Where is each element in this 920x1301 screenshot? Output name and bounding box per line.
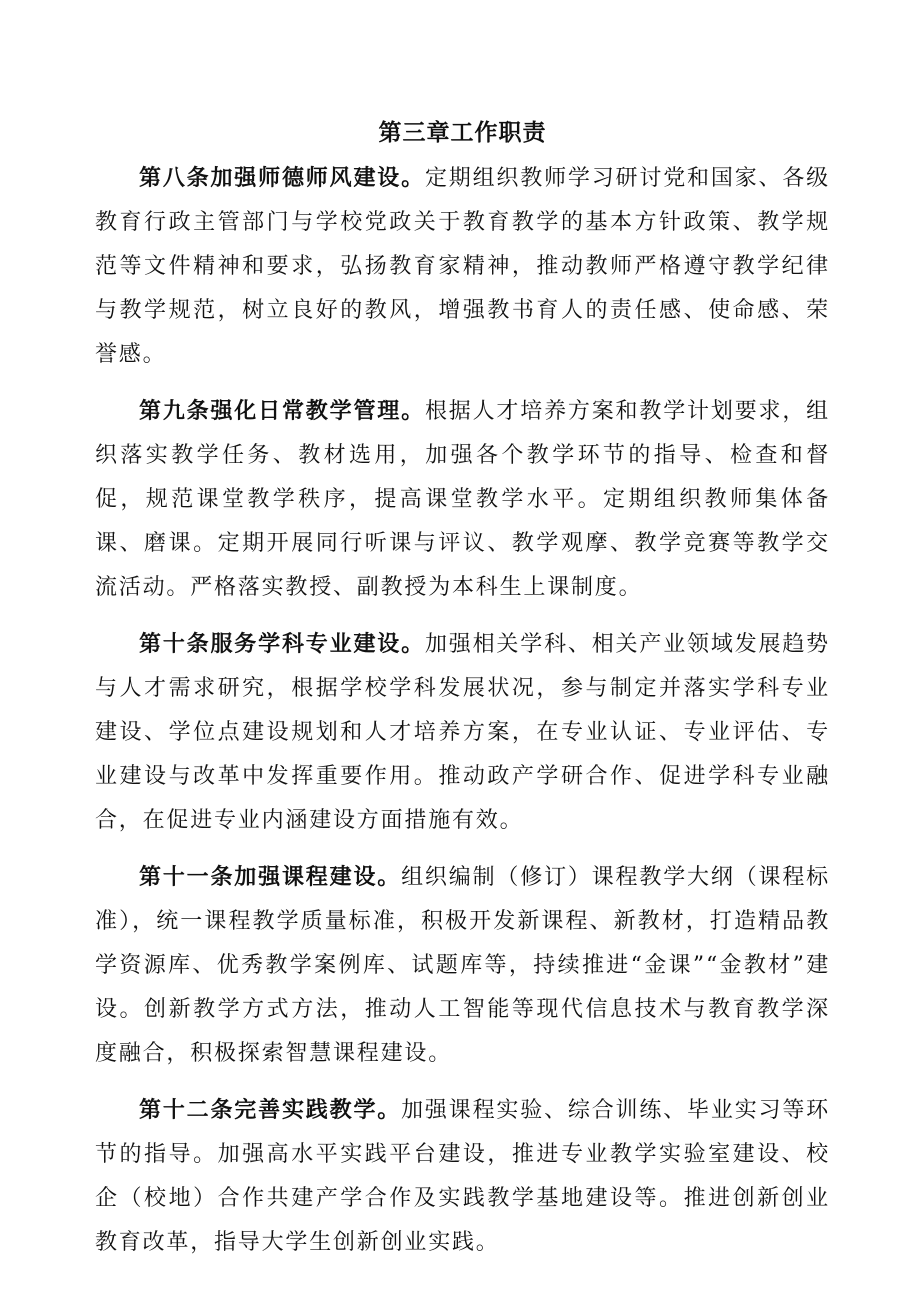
article-9 [95,389,830,610]
article-12 [95,1088,830,1265]
article-11 [95,855,830,1076]
article-heading: 第十条服务学科专业建设。 [139,631,425,657]
article-body: 根据人才培养方案和教学计划要求，组织落实教学任务、教材选用，加强各个教学环节的指导、检查和督促，规范课堂教学秩序，提高课堂教学水平。定期组织教师集体备课、磨课。定期开展同行听课与评议、教学观摩、教学竞赛等教学交流活动。严格落实教授、副教授为本科生上课制度。 [95,399,830,600]
document-page [95,112,830,1277]
chapter-title: 第三章工作职责 [378,119,547,146]
article-body: 定期组织教师学习研讨党和国家、各级教育行政主管部门与学校党政关于教育教学的基本方针政策、教学规范等文件精神和要求，弘扬教育家精神，推动教师严格遵守教学纪律与教学规范，树立良好的教风，增强教书育人的责任感、使命感、荣誉感。 [95,166,830,367]
article-10 [95,622,830,843]
article-heading: 第九条强化日常教学管理。 [139,398,425,424]
article-8 [95,156,830,377]
article-body: 组织编制（修订）课程教学大纲（课程标准），统一课程教学质量标准，积极开发新课程、新教材，打造精品教学资源库、优秀教学案例库、试题库等，持续推进“金课”“金教材”建设。创新教学方式方法，推动人工智能等现代信息技术与教育教学深度融合，积极探索智慧课程建设。 [95,865,830,1066]
article-body: 加强课程实验、综合训练、毕业实习等环节的指导。加强高水平实践平台建设，推进专业教学实验室建设、校企（校地）合作共建产学合作及实践教学基地建设等。推进创新创业教育改革，指导大学生创新创业实践。 [95,1098,830,1255]
article-heading: 第八条加强师德师风建设。 [139,165,425,191]
article-heading: 第十一条加强课程建设。 [139,864,402,890]
article-heading: 第十二条完善实践教学。 [139,1097,402,1123]
article-body: 加强相关学科、相关产业领域发展趋势与人才需求研究，根据学校学科发展状况，参与制定并落实学科专业建设、学位点建设规划和人才培养方案，在专业认证、专业评估、专业建设与改革中发挥重要作用。推动政产学研合作、促进学科专业融合，在促进专业内涵建设方面措施有效。 [95,632,830,833]
